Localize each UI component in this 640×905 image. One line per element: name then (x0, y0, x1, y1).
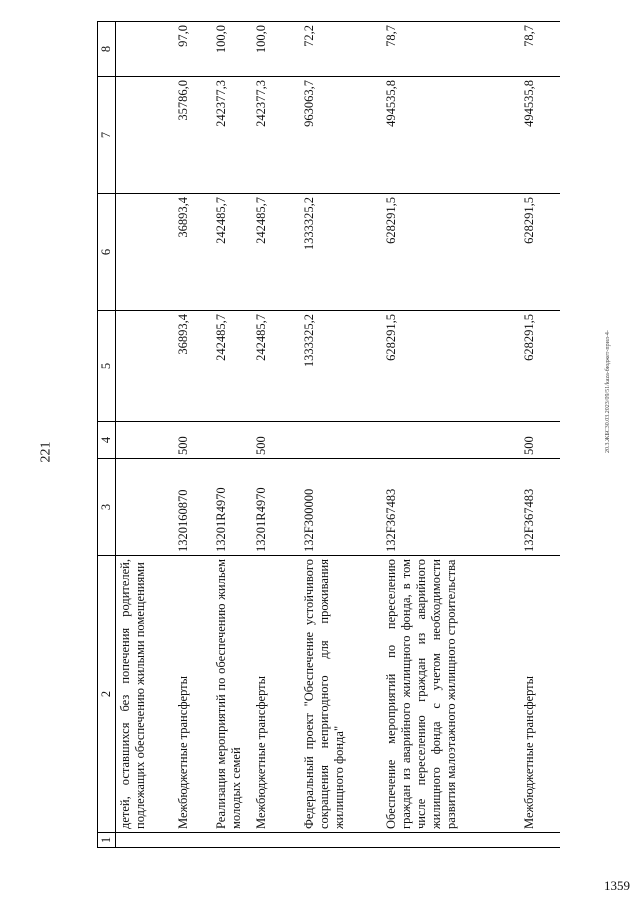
cell-percent: 72,2 (300, 22, 382, 77)
cell-type: 500 (252, 422, 300, 459)
cell-percent: 97,0 (174, 22, 212, 77)
cell-type: 500 (174, 422, 212, 459)
cell-approved: 36893,4 (174, 194, 212, 311)
cell-executed: 494535,8 (520, 77, 561, 194)
cell-type (382, 422, 520, 459)
header-row (98, 22, 116, 848)
cell-index (174, 833, 212, 848)
cell-approved: 628291,5 (382, 194, 520, 311)
cell-executed: 242377,3 (212, 77, 252, 194)
table-row (382, 22, 520, 848)
cell-plan: 242485,7 (212, 311, 252, 422)
cell-name: детей, оставшихся без попечения родителей, подлежащих обеспечению жилыми помещениями (116, 556, 174, 833)
cell-name: Федеральный проект "Обеспечение устойчивого сокращения непригодного для проживания жилищного фонда" (300, 556, 382, 833)
cell-name: Межбюджетные трансферты (252, 556, 300, 833)
col-header-1: 1 (98, 833, 116, 848)
table-row (252, 22, 300, 848)
cell-code: 132F367483 (382, 459, 520, 556)
cell-index (212, 833, 252, 848)
table-row (212, 22, 252, 848)
cell-type (116, 422, 174, 459)
document-stamp: 20.3.ЖБС30.03.2023/09/51/kaza-бюджет-прил-4- (605, 330, 611, 453)
col-header-7: 7 (98, 77, 116, 194)
cell-code: 132F367483 (520, 459, 561, 556)
cell-executed: 963063,7 (300, 77, 382, 194)
cell-percent: 78,7 (382, 22, 520, 77)
cell-approved: 242485,7 (212, 194, 252, 311)
cell-percent (116, 22, 174, 77)
cell-type: 500 (520, 422, 561, 459)
table-row (300, 22, 382, 848)
budget-table (97, 21, 560, 848)
cell-type (212, 422, 252, 459)
col-header-3: 3 (98, 459, 116, 556)
cell-index (382, 833, 520, 848)
cell-plan (116, 311, 174, 422)
cell-executed: 35786,0 (174, 77, 212, 194)
cell-approved: 628291,5 (520, 194, 561, 311)
cell-name: Обеспечение мероприятий по переселению граждан из аварийного жилищного фонда, в том числе переселению граждан из аварийного жилищного фонда с учетом необходимости развития малоэтажного жилищного строительства (382, 556, 520, 833)
cell-index (116, 833, 174, 848)
cell-index (520, 833, 561, 848)
cell-index (300, 833, 382, 848)
col-header-2: 2 (98, 556, 116, 833)
col-header-8: 8 (98, 22, 116, 77)
rotated-table-container (97, 25, 560, 848)
cell-code: 132F300000 (300, 459, 382, 556)
col-header-5: 5 (98, 311, 116, 422)
col-header-4: 4 (98, 422, 116, 459)
cell-name: Межбюджетные трансферты (174, 556, 212, 833)
cell-code: 1320160870 (174, 459, 212, 556)
cell-executed: 494535,8 (382, 77, 520, 194)
table-row (520, 22, 561, 848)
table-row (116, 22, 174, 848)
cell-approved: 1333325,2 (300, 194, 382, 311)
cell-percent: 100,0 (252, 22, 300, 77)
cell-code: 13201R4970 (252, 459, 300, 556)
cell-name: Межбюджетные трансферты (520, 556, 561, 833)
cell-plan: 242485,7 (252, 311, 300, 422)
cell-approved (116, 194, 174, 311)
cell-plan: 1333325,2 (300, 311, 382, 422)
cell-name: Реализация мероприятий по обеспечению жильем молодых семей (212, 556, 252, 833)
cell-index (252, 833, 300, 848)
cell-type (300, 422, 382, 459)
cell-plan: 628291,5 (520, 311, 561, 422)
cell-code (116, 459, 174, 556)
cell-plan: 628291,5 (382, 311, 520, 422)
cell-approved: 242485,7 (252, 194, 300, 311)
cell-percent: 100,0 (212, 22, 252, 77)
bottom-page-number: 1359 (604, 878, 630, 893)
cell-executed (116, 77, 174, 194)
cell-percent: 78,7 (520, 22, 561, 77)
cell-code: 13201R4970 (212, 459, 252, 556)
cell-plan: 36893,4 (174, 311, 212, 422)
table-row (174, 22, 212, 848)
col-header-6: 6 (98, 194, 116, 311)
page-number: 221 (38, 441, 54, 463)
cell-executed: 242377,3 (252, 77, 300, 194)
